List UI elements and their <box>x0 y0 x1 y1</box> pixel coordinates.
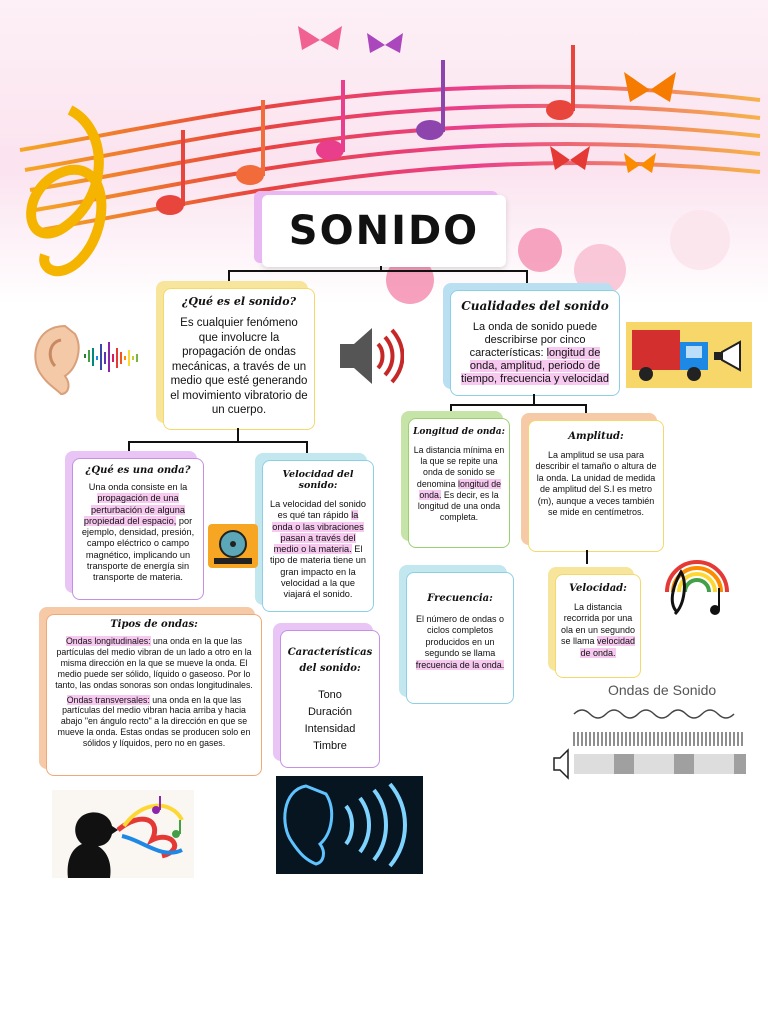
amplitud-text: La amplitud se usa para describir el tamaño o altura de la onda. La unidad de medida de amplitud del S.I es metro (m), aunque a veces también se mide en centímetros. <box>535 450 657 518</box>
longitud-onda-text-1: La distancia mínima en la que se repite una onda de sonido se denomina <box>413 445 505 489</box>
que-es-sonido-card <box>163 288 315 430</box>
longitud-onda-card <box>408 418 510 548</box>
velocidad-text-highlight: velocidad de onda. <box>580 636 636 658</box>
caracteristicas-title-2: del sonido: <box>299 663 361 674</box>
frecuencia-text-highlight: frecuencia de la onda. <box>415 659 505 670</box>
ondas-sonido-title: Ondas de Sonido <box>608 682 717 698</box>
treble-clef-icon <box>31 110 101 271</box>
connector-line <box>526 270 528 284</box>
cualidades-title: Cualidades del sonido <box>461 299 609 313</box>
amplitud-title: Amplitud: <box>568 431 624 442</box>
velocidad-card <box>555 574 641 678</box>
caracteristica-item: Timbre <box>313 740 347 752</box>
que-es-onda-text-1: Una onda consiste en la <box>88 482 188 492</box>
tipos-transversales-label: Ondas transversales: <box>66 694 150 705</box>
tipos-transversales-desc: una onda en la que las partículas del medio vibran hacia arriba y hacia abajo "en ángulo recto" a la dirección en que se mueve la onda. Estas ondas se producen solo en sólidos y líquidos, pero no en gases. <box>57 694 251 749</box>
cualidades-card <box>450 290 620 396</box>
caracteristica-item: Intensidad <box>304 723 356 735</box>
caracteristicas-title <box>281 645 379 677</box>
wave-illustration <box>552 702 748 780</box>
que-es-sonido-text: Es cualquier fenómeno que involucre la propagación de ondas mecánicas, a través de un medio que esté generando el movimiento vibratorio de un cuerpo. <box>170 317 308 416</box>
connector-line <box>228 270 230 284</box>
velocidad-sonido-text-highlight: la onda o las vibraciones pasan a través del medio o la materia. <box>272 510 364 555</box>
tipos-ondas-title: Tipos de ondas: <box>110 619 198 630</box>
connector-line <box>128 441 130 453</box>
que-es-onda-card <box>72 458 204 600</box>
tipos-longitudinales-text <box>47 630 261 691</box>
amplitud-card <box>528 420 664 552</box>
connector-line <box>228 270 528 272</box>
tipos-ondas-card <box>46 614 262 776</box>
tipos-longitudinales-desc: una onda en la que las partículas del medio vibran de un lado a otro en la misma dirección en la que se mueve la onda. El medio puede ser sólido, líquido o gaseoso. Por lo tanto, las ondas sonoras son ondas longitudinales. <box>55 636 253 690</box>
caracteristica-item: Tono <box>318 689 342 701</box>
connector-line <box>586 550 588 564</box>
frecuencia-title: Frecuencia: <box>427 593 493 604</box>
rainbow-music-icon <box>657 552 735 622</box>
que-es-onda-text-3: por ejemplo, densidad, presión, campo eléctrico o campo magnético, implicando un transporte de energía sin transporte de materia. <box>81 515 195 583</box>
music-notes-icon <box>156 45 575 215</box>
que-es-onda-title: ¿Qué es una onda? <box>85 465 191 476</box>
frecuencia-text-1: El número de ondas o ciclos completos producidos en un segundo se llama <box>415 614 505 659</box>
velocidad-text-1: La distancia recorrida por una ola en un segundo se llama <box>560 602 636 647</box>
cualidades-text-plain: La onda de sonido puede describirse por cinco características: <box>469 321 598 359</box>
connector-line <box>237 428 239 442</box>
caracteristicas-list <box>281 687 379 755</box>
page-title: SONIDO <box>288 208 480 254</box>
connector-line <box>450 404 452 414</box>
truck-megaphone-icon <box>626 322 752 388</box>
longitud-onda-title: Longitud de onda: <box>413 427 505 437</box>
caracteristicas-title-1: Características <box>287 647 373 658</box>
que-es-sonido-title: ¿Qué es el sonido? <box>181 295 297 308</box>
velocidad-title: Velocidad: <box>569 583 627 594</box>
longitud-onda-text-highlight: longitud de onda. <box>419 478 502 500</box>
velocidad-sonido-text-1: La velocidad del sonido es qué tan rápido <box>269 499 367 521</box>
cualidades-text-highlight: longitud de onda, amplitud, periodo de tiempo, frecuencia y velocidad <box>461 347 609 385</box>
tipos-longitudinales-label: Ondas longitudinales: <box>65 636 151 646</box>
longitud-onda-text-3: Es decir, es la longitud de una onda completa. <box>417 489 501 523</box>
longitud-onda-text <box>409 437 509 523</box>
bell-icon <box>208 524 258 568</box>
cualidades-text <box>451 313 619 386</box>
velocidad-sonido-text-3: El tipo de materia tiene un gran impacto en la velocidad a la que viajará el sonido. <box>269 544 367 600</box>
connector-line <box>306 441 308 453</box>
connector-line <box>380 266 382 272</box>
que-es-onda-text <box>73 476 203 584</box>
ear-soundwave-icon <box>25 318 145 398</box>
que-es-onda-text-highlight: propagación de una perturbación de alguna propiedad del espacio, <box>83 493 185 526</box>
connector-line <box>128 441 308 443</box>
connector-line <box>585 404 587 414</box>
frecuencia-text <box>407 604 513 671</box>
frecuencia-card <box>406 572 514 704</box>
title-card <box>262 195 506 267</box>
ear-waves-icon <box>276 776 423 874</box>
velocidad-text <box>556 594 640 659</box>
velocidad-sonido-title: Velocidad del sonido: <box>282 469 354 491</box>
caracteristica-item: Duración <box>307 706 353 718</box>
butterflies-icon <box>298 26 676 173</box>
connector-line <box>450 404 587 406</box>
person-music-icon <box>52 790 194 878</box>
velocidad-sonido-text <box>263 491 373 601</box>
speaker-icon <box>338 326 404 386</box>
velocidad-sonido-card <box>262 460 374 612</box>
ondas-sonido-diagram <box>552 680 748 780</box>
tipos-transversales-text <box>47 691 261 750</box>
caracteristicas-card <box>280 630 380 768</box>
